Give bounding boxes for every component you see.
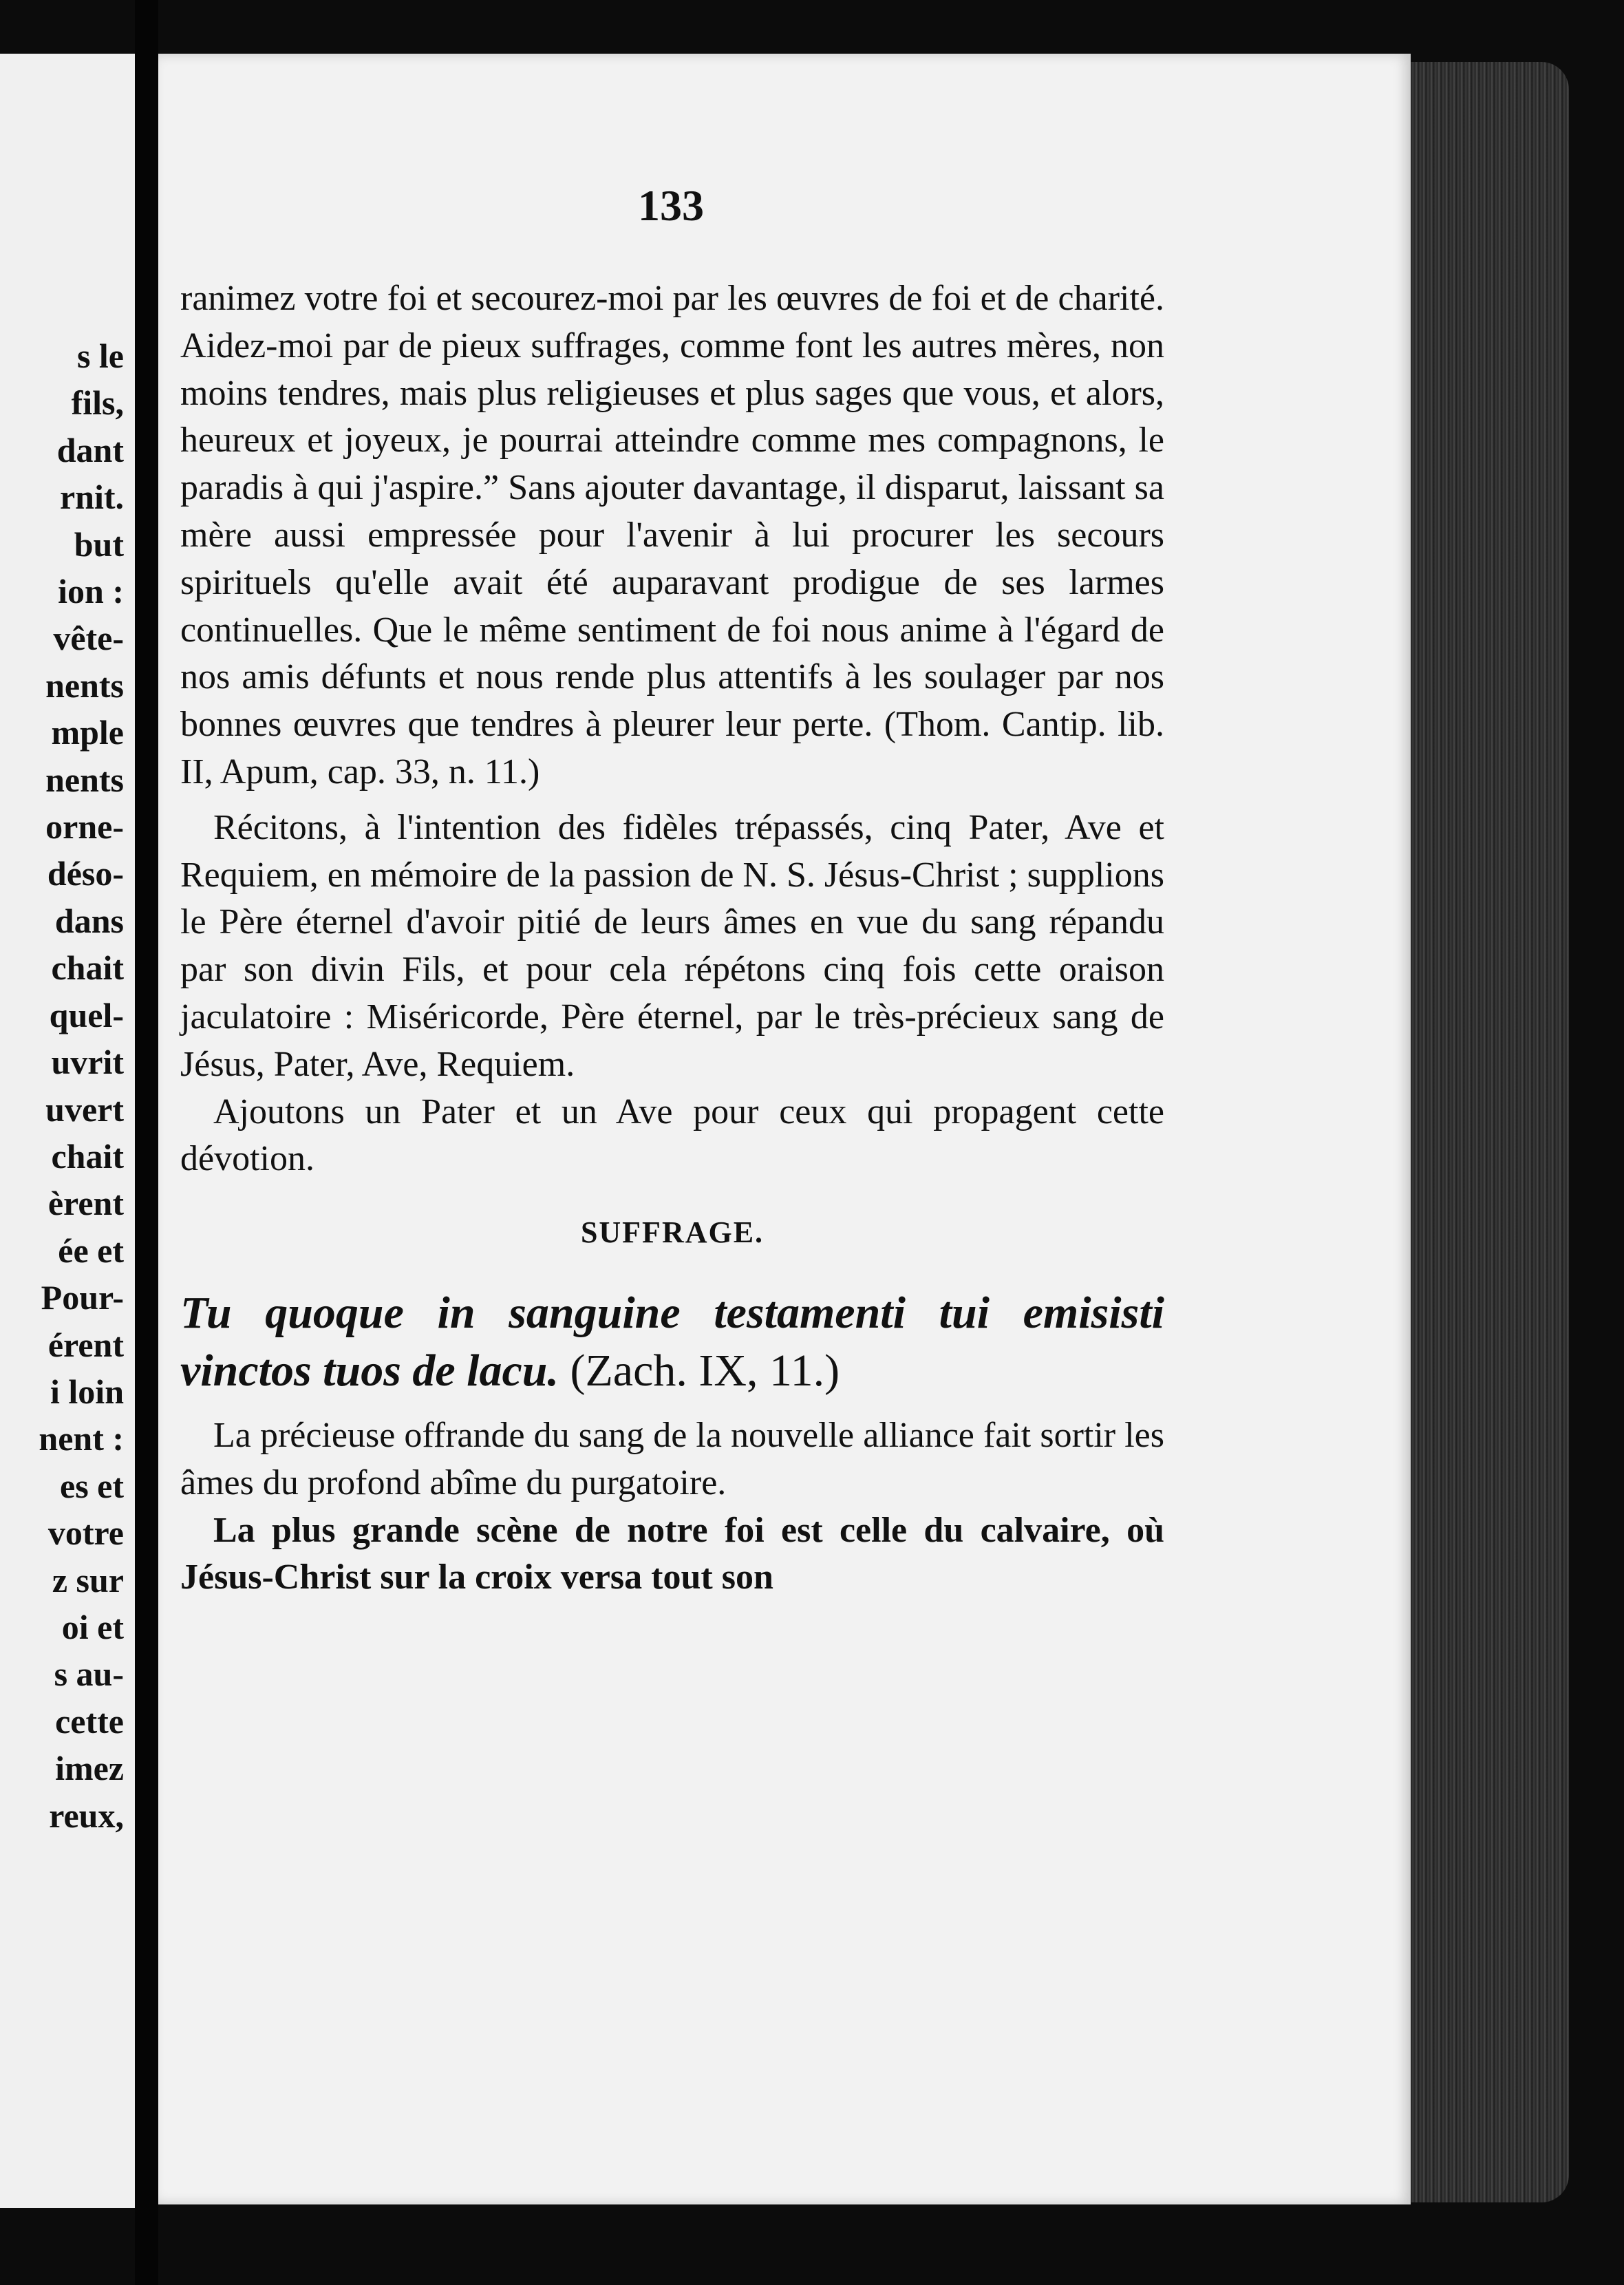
left-page-line: èrent: [47, 1184, 124, 1223]
paragraph-final: La plus grande scène de notre foi est celle du calvaire, où Jésus-Christ sur la croix versa tout son: [180, 1510, 1164, 1597]
left-page-line: ée et: [58, 1231, 124, 1270]
left-page-line: votre: [47, 1513, 124, 1553]
left-page-line: érent: [47, 1325, 124, 1364]
latin-quotation: [180, 1284, 1164, 1400]
page-body: [180, 275, 1164, 1602]
left-page-line: chait: [51, 1136, 124, 1176]
left-page-line: orne-: [45, 807, 124, 847]
left-page-line: s le: [76, 337, 124, 375]
left-page-line: uvert: [45, 1090, 124, 1129]
left-page-line: oi et: [61, 1607, 124, 1646]
left-page-line: dant: [56, 430, 124, 469]
left-page-line: quel-: [49, 995, 124, 1034]
left-page-line: but: [74, 524, 124, 564]
left-page-line: uvrit: [51, 1043, 124, 1082]
latin-quotation-reference: (Zach. IX, 11.): [570, 1345, 840, 1396]
left-page-line: chait: [51, 948, 124, 988]
left-page-line-fragments: [39, 332, 124, 1839]
left-page-line: imez: [55, 1749, 124, 1788]
left-page-line: vête-: [53, 619, 124, 658]
left-page-line: nent :: [39, 1419, 124, 1458]
left-page-line: cette: [55, 1701, 124, 1741]
left-page-line: Pour-: [41, 1278, 124, 1317]
page-number: 133: [638, 181, 704, 230]
paragraph-propagation: Ajoutons un Pater et un Ave pour ceux qui propagent cette dévotion.: [180, 1092, 1164, 1179]
left-page-line: reux,: [49, 1796, 124, 1835]
book-gutter: [135, 0, 158, 2285]
left-page-line: z sur: [52, 1560, 124, 1600]
section-heading: SUFFRAGE.: [580, 1215, 765, 1250]
paragraph-summary: La précieuse offrande du sang de la nouvelle alliance fait sortir les âmes du profond abîme du purgatoire.: [180, 1415, 1164, 1502]
left-page-line: es et: [60, 1466, 124, 1505]
left-page-line: ion :: [58, 572, 124, 611]
paragraph-narrative: ranimez votre foi et secourez-moi par les œuvres de foi et de charité. Aidez-moi par de pieux suffrages, comme font les autres mères, non moins tendres, mais plus religieuses et plus sages que vous, et alors, heureux et joyeux, je pourrai atteindre comme mes compagnons, le paradis à qui j'aspire.” Sans ajouter davantage, il disparut, laissant sa mère aussi empressée pour l'avenir à lui procurer les secours spirituels qu'elle avait été auparavant prodigue de ses larmes continuelles. Que le même sentiment de foi nous anime à l'égard de nos amis défunts et nous rende plus attentifs à les soulager par nos bonnes œuvres que tendres à pleurer leur perte. (Thom. Cantip. lib. II, Apum, cap. 33, n. 11.): [180, 279, 1164, 791]
left-page-line: s au-: [54, 1655, 124, 1694]
latin-quotation-text: Tu quoque in sanguine testamenti tui emisisti vinctos tuos de lacu.: [180, 1287, 1164, 1396]
page-edges: [1411, 62, 1569, 2202]
left-page-line: rnit.: [59, 478, 124, 517]
left-page-line: i loin: [50, 1372, 124, 1411]
left-page-line: fils,: [71, 383, 124, 423]
paragraph-prayer: Récitons, à l'intention des fidèles trépassés, cinq Pater, Ave et Requiem, en mémoire de la passion de N. S. Jésus-Christ ; supplions le Père éternel d'avoir pitié de leurs âmes en vue du sang répandu par son divin Fils, et pour cela répétons cinq fois cette oraison jaculatoire : Miséricorde, Père éternel, par le très-précieux sang de Jésus, Pater, Ave, Requiem.: [180, 807, 1164, 1084]
left-page-fragment: [0, 54, 135, 2208]
left-page-line: déso-: [47, 854, 124, 893]
left-page-line: nents: [45, 760, 124, 799]
left-page-line: mple: [51, 713, 124, 752]
left-page-line: nents: [45, 666, 124, 705]
left-page-line: dans: [54, 901, 124, 940]
